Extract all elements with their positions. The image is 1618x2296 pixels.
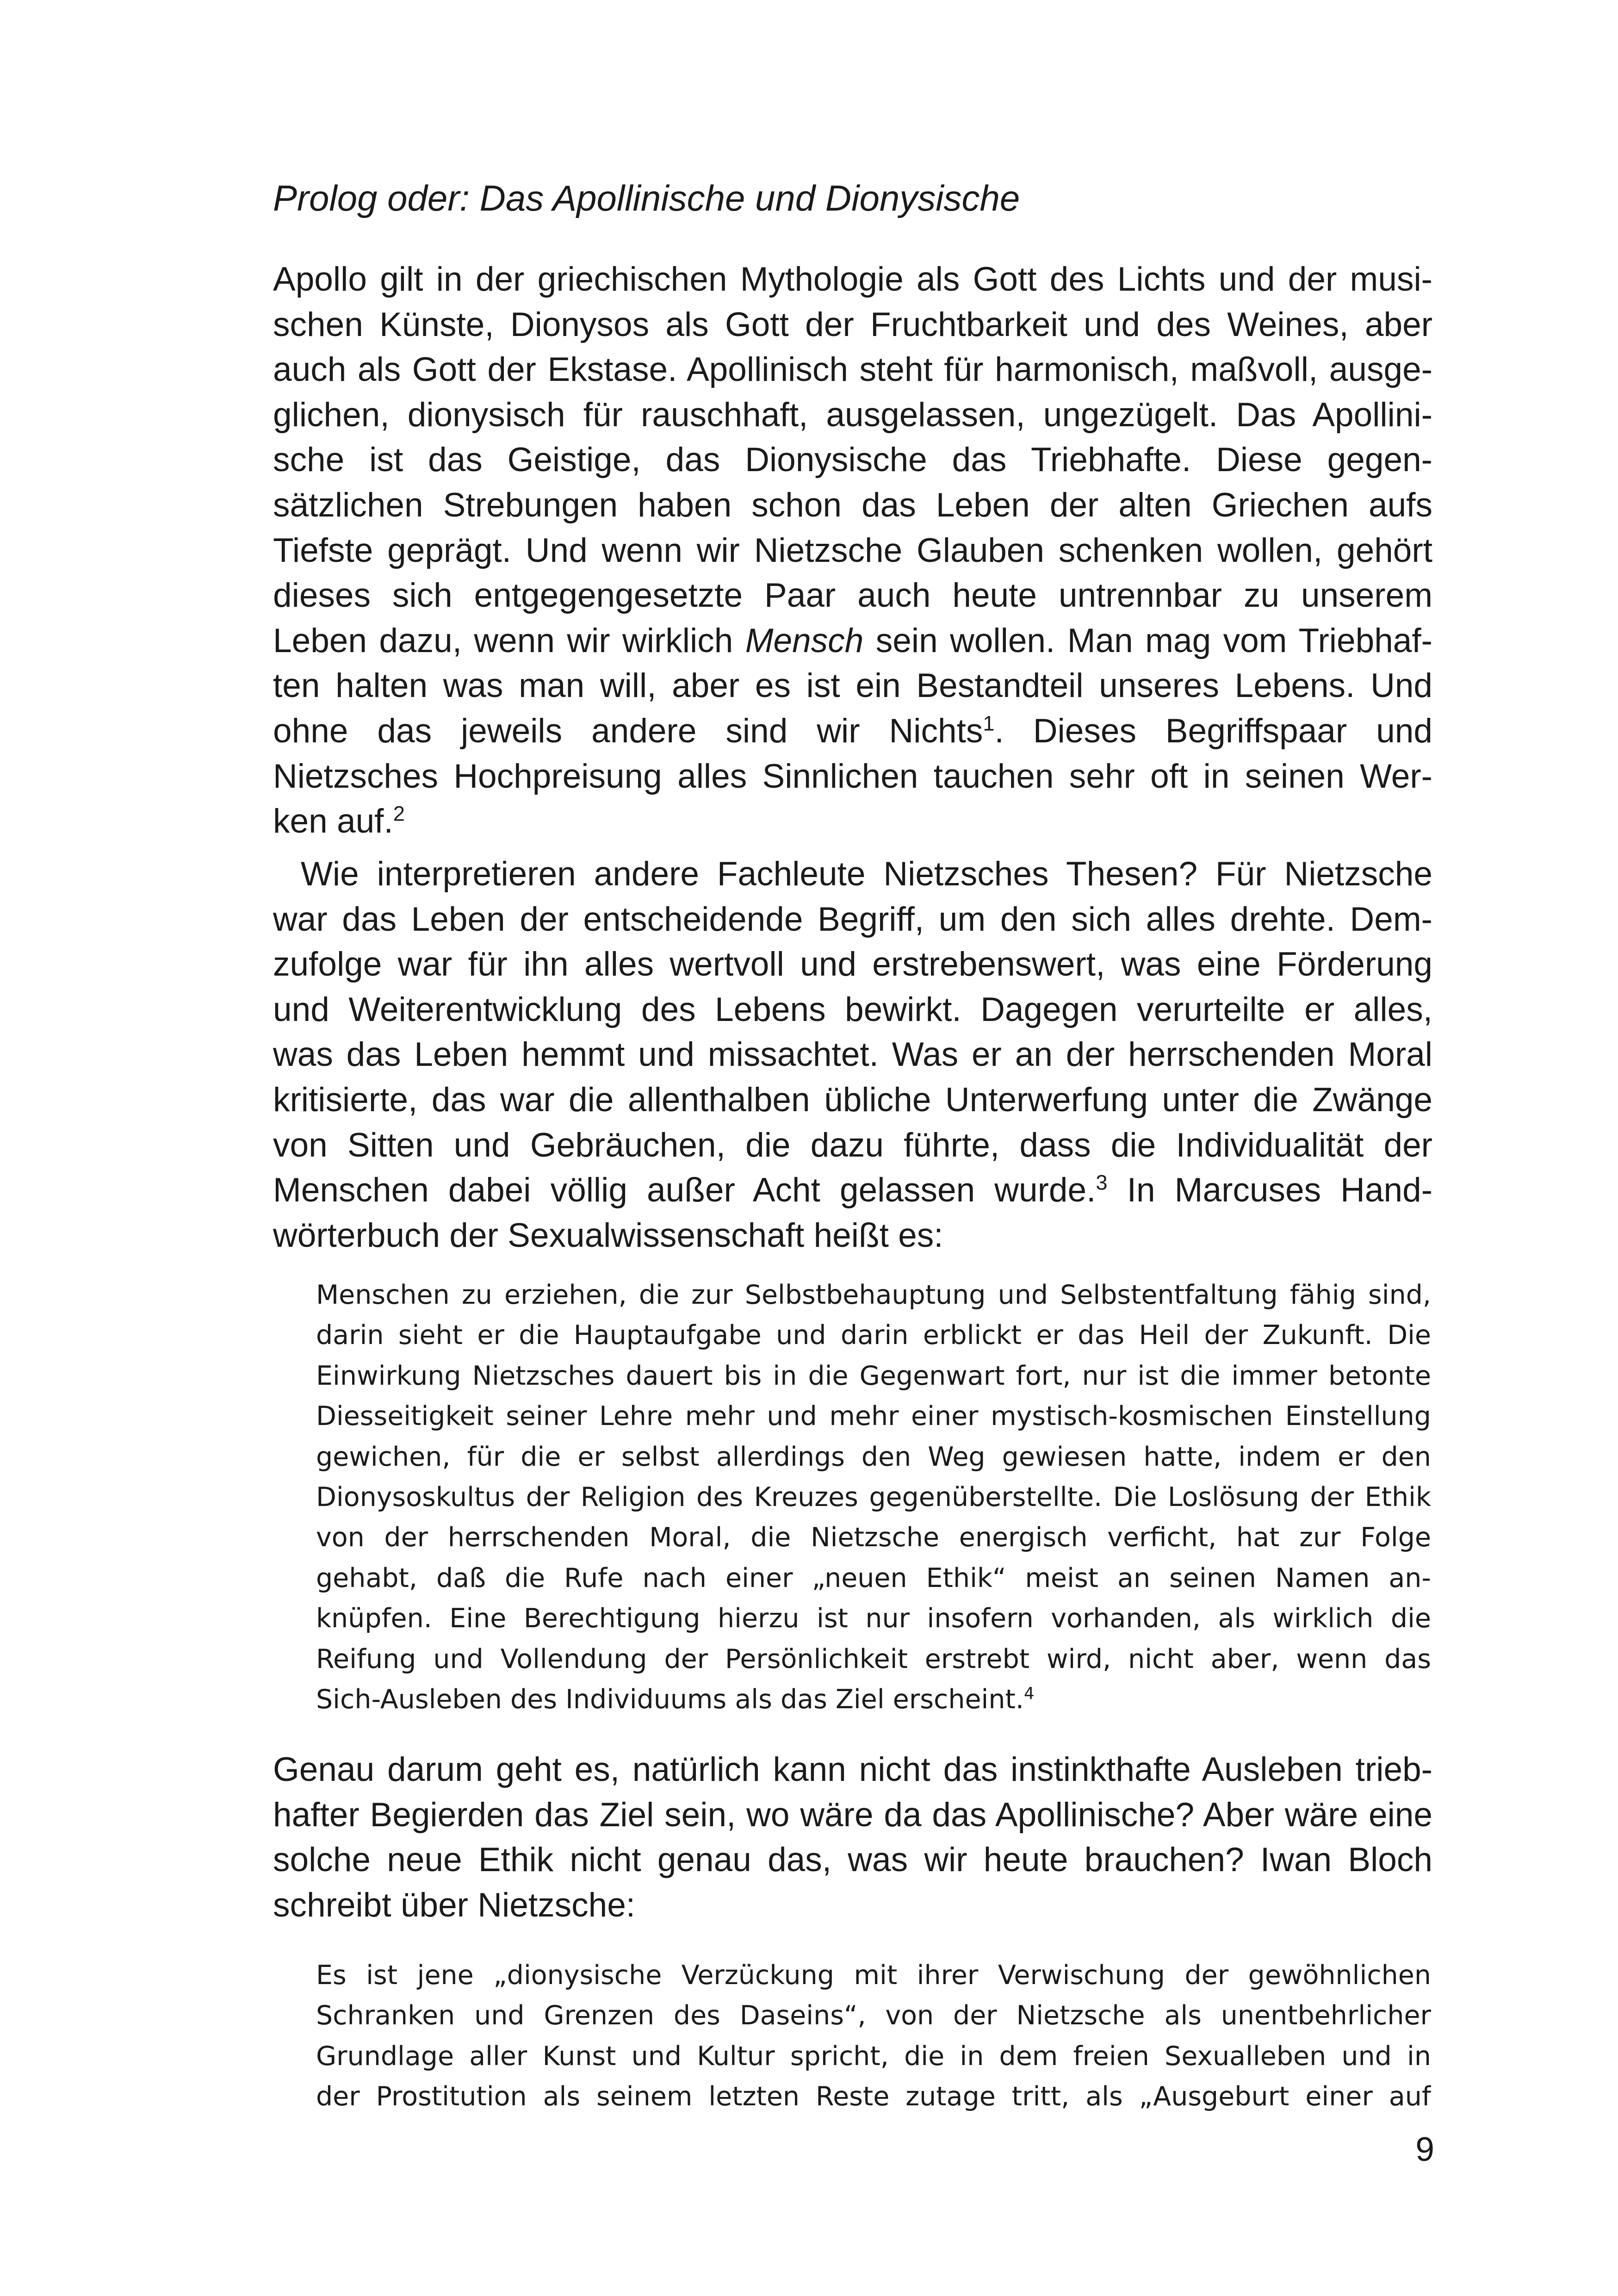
quote-line: Reifung und Vollendung der Persönlichkeit erstrebt wird, nicht aber, wenn das: [316, 1643, 1431, 1674]
text-line: [273, 709, 1432, 754]
text-segment: ken auf.: [273, 803, 393, 840]
footnote-ref-1: 1: [983, 711, 995, 735]
text-line: [273, 1168, 1432, 1213]
quote-line: gehabt, daß die Rufe nach einer „neuen Ethik“ meist an seinen Namen an-: [316, 1562, 1431, 1593]
text-line: wörterbuch der Sexualwissenschaft heißt es:: [273, 1216, 943, 1254]
text-segment: ohne das jeweils andere sind wir Nichts: [273, 712, 983, 750]
paragraph-3: [273, 1747, 1432, 1928]
paragraph-1: [273, 257, 1432, 844]
text-line: zufolge war für ihn alles wertvoll und erstrebenswert, was eine Förderung: [273, 946, 1432, 983]
text-line: von Sitten und Gebräuchen, die dazu führte, dass die Individualität der: [273, 1126, 1432, 1164]
quote-line: Dionysoskultus der Religion des Kreuzes gegenüberstellte. Die Loslösung der Ethik: [316, 1481, 1431, 1512]
text-segment: Menschen dabei völlig außer Acht gelassen wurde.: [273, 1171, 1096, 1209]
footnote-ref-4: 4: [1023, 1684, 1035, 1703]
text-line: sche ist das Geistige, das Dionysische das Triebhafte. Diese gegen-: [273, 441, 1432, 479]
text-segment: In Marcuses Hand-: [1107, 1171, 1432, 1209]
text-line: war das Leben der entscheidende Begriff, um den sich alles drehte. Dem-: [273, 900, 1432, 938]
quote-line: von der herrschenden Moral, die Nietzsche energisch verficht, hat zur Folge: [316, 1522, 1431, 1553]
page-number: 9: [1415, 2131, 1434, 2168]
text-line: [273, 618, 1432, 664]
quote-line: Schranken und Grenzen des Daseins“, von der Nietzsche als unentbehrlicher: [316, 2000, 1431, 2031]
footnote-ref-3: 3: [1096, 1170, 1108, 1195]
text-line: und Weiterentwicklung des Lebens bewirkt. Dagegen verurteilte er alles,: [273, 990, 1432, 1028]
text-line: Genau darum geht es, natürlich kann nicht das instinkthafte Ausleben trieb-: [273, 1751, 1432, 1788]
quote-line: gewichen, für die er selbst allerdings den Weg gewiesen hatte, indem er den: [316, 1441, 1431, 1472]
text-line: Nietzsches Hochpreisung alles Sinnlichen tauchen sehr oft in seinen Wer-: [273, 757, 1432, 795]
quote-line: Grundlage aller Kunst und Kultur spricht, die in dem freien Sexualleben und in: [316, 2041, 1431, 2072]
paragraph-2: [273, 852, 1432, 1258]
text-line: Wie interpretieren andere Fachleute Nietzsches Thesen? Für Nietzsche: [301, 855, 1432, 893]
text-segment: Leben dazu, wenn wir wirklich: [273, 622, 745, 660]
quote-line: Einwirkung Nietzsches dauert bis in die Gegenwart fort, nur ist die immer betonte: [316, 1360, 1431, 1391]
emphasis-word: Mensch: [745, 622, 864, 660]
section-heading: Prolog oder: Das Apollinische und Dionysische: [273, 178, 1020, 218]
footnote-ref-2: 2: [393, 802, 405, 826]
text-line: solche neue Ethik nicht genau das, was wir heute brauchen? Iwan Bloch: [273, 1841, 1432, 1879]
text-segment: . Dieses Begriffspaar und: [994, 712, 1432, 750]
text-line: Tiefste geprägt. Und wenn wir Nietzsche Glauben schenken wollen, gehört: [273, 531, 1432, 569]
quote-line: Menschen zu erziehen, die zur Selbstbehauptung und Selbstentfaltung fähig sind,: [316, 1280, 1431, 1310]
quote-line: darin sieht er die Hauptaufgabe und darin erblickt er das Heil der Zukunft. Die: [316, 1320, 1431, 1351]
block-quote-1: [316, 1275, 1431, 1720]
quote-line: Diesseitigkeit seiner Lehre mehr und mehr einer mystisch-kosmischen Einstellung: [316, 1401, 1431, 1432]
text-line: schen Künste, Dionysos als Gott der Fruchtbarkeit und des Weines, aber: [273, 305, 1432, 343]
quote-line: [316, 1680, 1431, 1720]
quote-line: knüpfen. Eine Berechtigung hierzu ist nur insofern vorhanden, als wirklich die: [316, 1603, 1431, 1634]
block-quote-2: [316, 1955, 1431, 2117]
text-line: hafter Begierden das Ziel sein, wo wäre da das Apollinische? Aber wäre eine: [273, 1796, 1432, 1834]
text-segment: sein wollen. Man mag vom Triebhaf-: [863, 622, 1432, 660]
quote-line: der Prostitution als seinem letzten Reste zutage tritt, als „Ausgeburt einer auf: [316, 2081, 1431, 2112]
text-line: glichen, dionysisch für rauschhaft, ausgelassen, ungezügelt. Das Apollini-: [273, 396, 1432, 434]
text-line: auch als Gott der Ekstase. Apollinisch steht für harmonisch, maßvoll, ausge-: [273, 351, 1432, 389]
text-line: Apollo gilt in der griechischen Mythologie als Gott des Lichts und der musi-: [273, 261, 1432, 298]
text-line: schreibt über Nietzsche:: [273, 1886, 636, 1924]
text-line: [273, 799, 1432, 844]
text-line: ten halten was man will, aber es ist ein Bestandteil unseres Lebens. Und: [273, 667, 1432, 705]
text-segment: Sich-Ausleben des Individuums als das Ziel erscheint.: [316, 1684, 1024, 1715]
quote-line: Es ist jene „dionysische Verzückung mit ihrer Verwischung der gewöhnlichen: [316, 1960, 1431, 1991]
text-line: kritisierte, das war die allenthalben übliche Unterwerfung unter die Zwänge: [273, 1081, 1432, 1119]
text-line: was das Leben hemmt und missachtet. Was er an der herrschenden Moral: [273, 1036, 1432, 1074]
text-line: dieses sich entgegengesetzte Paar auch heute untrennbar zu unserem: [273, 577, 1432, 615]
text-line: sätzlichen Strebungen haben schon das Leben der alten Griechen aufs: [273, 486, 1432, 524]
